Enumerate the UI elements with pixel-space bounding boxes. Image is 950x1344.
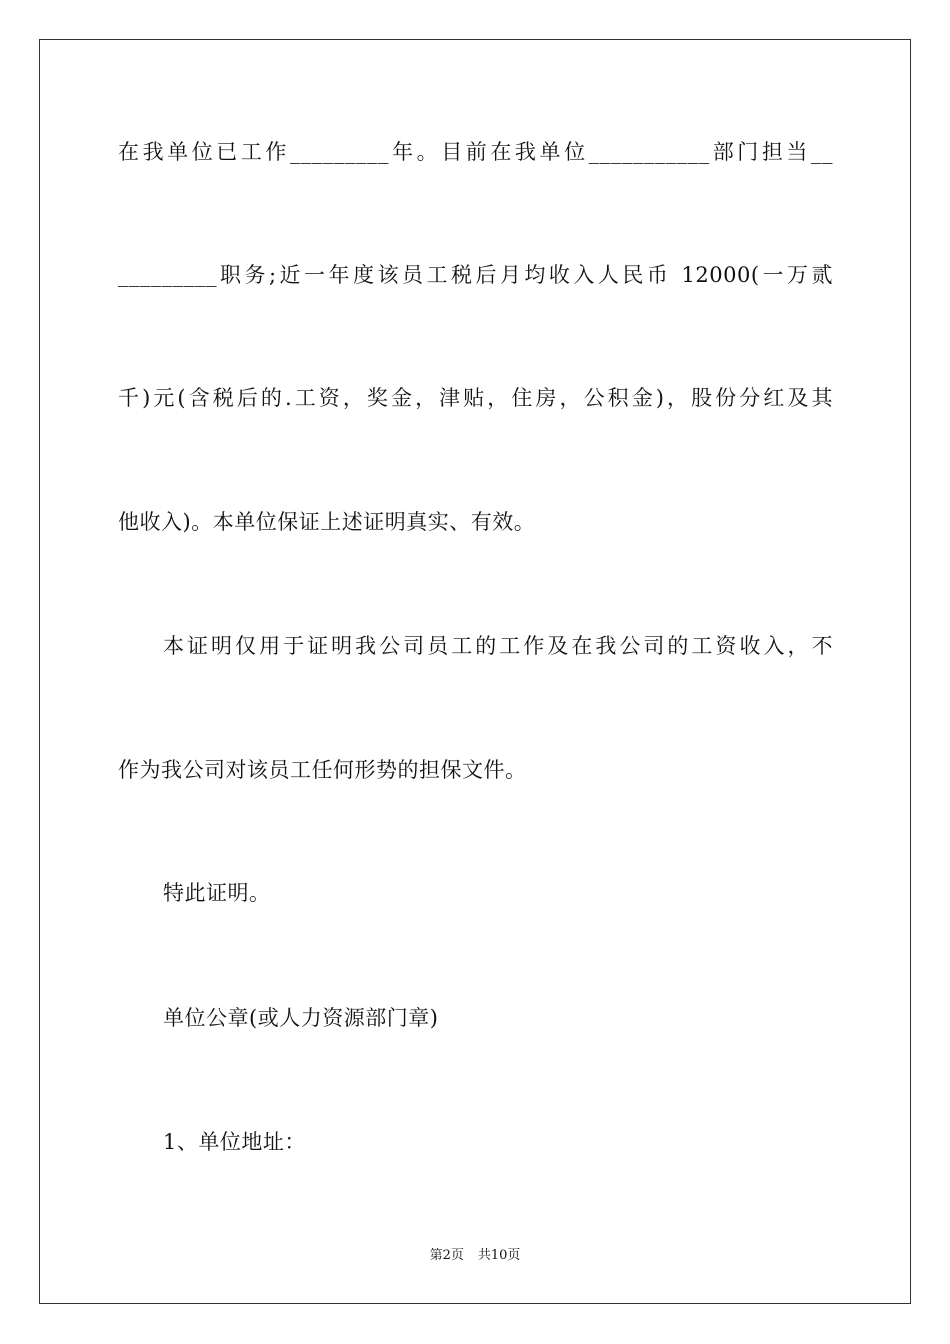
body-line-2: _________职务;近一年度该员工税后月均收入人民币 12000(一万贰 [118,263,833,287]
body-line-3: 千)元(含税后的.工资，奖金，津贴，住房，公积金)，股份分红及其 [118,386,833,410]
body-line-6: 作为我公司对该员工任何形势的担保文件。 [118,758,527,782]
body-line-1: 在我单位已工作_________年。目前在我单位___________部门担当__ [118,140,833,164]
page-footer [0,1248,950,1264]
page-border [39,39,911,1304]
body-line-5: 本证明仅用于证明我公司员工的工作及在我公司的工资收入，不 [163,634,833,658]
body-line-4: 他收入)。本单位保证上述证明真实、有效。 [118,510,536,534]
seal-line: 单位公章(或人力资源部门章) [163,1006,439,1030]
page-number: 第2页 [429,1248,464,1263]
address-line: 1、单位地址： [163,1130,306,1154]
closing-statement: 特此证明。 [163,881,271,905]
page-total: 共10页 [477,1248,521,1263]
